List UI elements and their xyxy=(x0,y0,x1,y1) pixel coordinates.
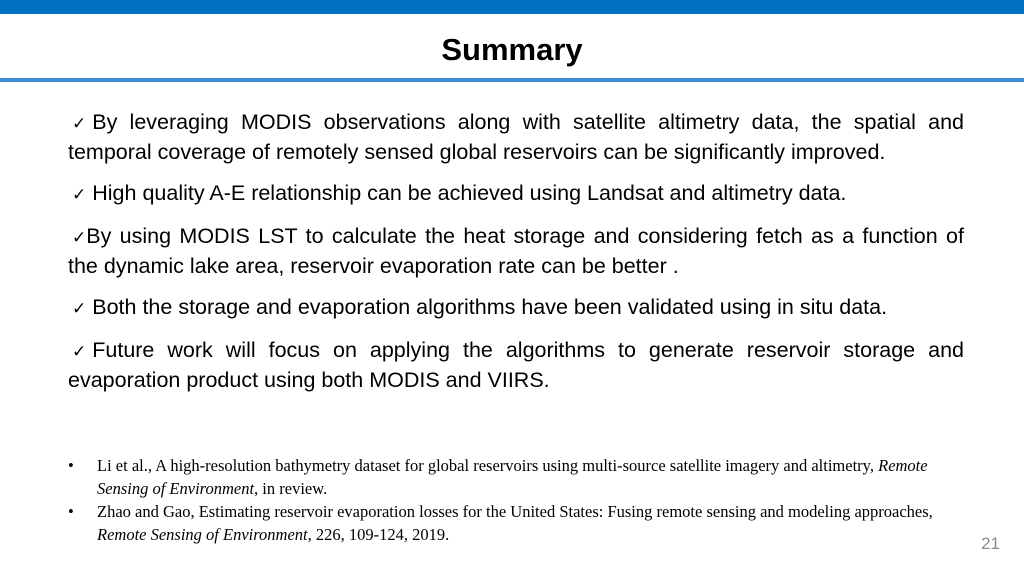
checkmark-icon: ✓ xyxy=(72,342,87,362)
bullet-dot-icon: • xyxy=(68,502,74,521)
bullet-dot-icon: • xyxy=(68,456,74,475)
summary-bullet xyxy=(68,108,964,166)
top-color-band xyxy=(0,0,1024,14)
page-number: 21 xyxy=(981,534,1000,553)
bullet-text: By using MODIS LST to calculate the heat storage and considering fetch as a function of the dynamic lake area, reservoir evaporation rate can be better . xyxy=(68,224,964,278)
reference-text: Li et al., A high-resolution bathymetry dataset for global reservoirs using multi-source satellite imagery and altimetry, xyxy=(97,456,879,475)
bullet-text: High quality A-E relationship can be achieved using Landsat and altimetry data. xyxy=(92,181,847,205)
summary-bullet xyxy=(68,293,964,323)
journal-name: Remote Sensing of Environment xyxy=(97,525,308,544)
summary-bullet xyxy=(68,222,964,280)
checkmark-icon: ✓ xyxy=(72,299,87,319)
title-divider xyxy=(0,78,1024,82)
reference-text: Zhao and Gao, Estimating reservoir evaporation losses for the United States: Fusing remote sensing and modeling approaches, xyxy=(97,502,933,521)
reference-item xyxy=(68,454,948,500)
journal-name: Remote Sensing of Environment xyxy=(97,456,928,498)
summary-bullet xyxy=(68,336,964,394)
summary-bullet-list xyxy=(68,108,964,407)
checkmark-icon: ✓ xyxy=(72,114,87,134)
checkmark-icon: ✓ xyxy=(72,228,87,248)
reference-list xyxy=(68,454,948,546)
bullet-text: Both the storage and evaporation algorithms have been validated using in situ data. xyxy=(92,295,888,319)
checkmark-icon: ✓ xyxy=(72,185,87,205)
bullet-text: By leveraging MODIS observations along with satellite altimetry data, the spatial and temporal coverage of remotely sensed global reservoirs can be significantly improved. xyxy=(68,110,964,164)
reference-detail: , in review. xyxy=(254,479,328,498)
bullet-text: Future work will focus on applying the algorithms to generate reservoir storage and evaporation product using both MODIS and VIIRS. xyxy=(68,338,964,392)
slide-title: Summary xyxy=(441,32,583,67)
reference-detail: , 226, 109-124, 2019. xyxy=(307,525,450,544)
summary-bullet xyxy=(68,179,964,209)
reference-item xyxy=(68,500,948,546)
